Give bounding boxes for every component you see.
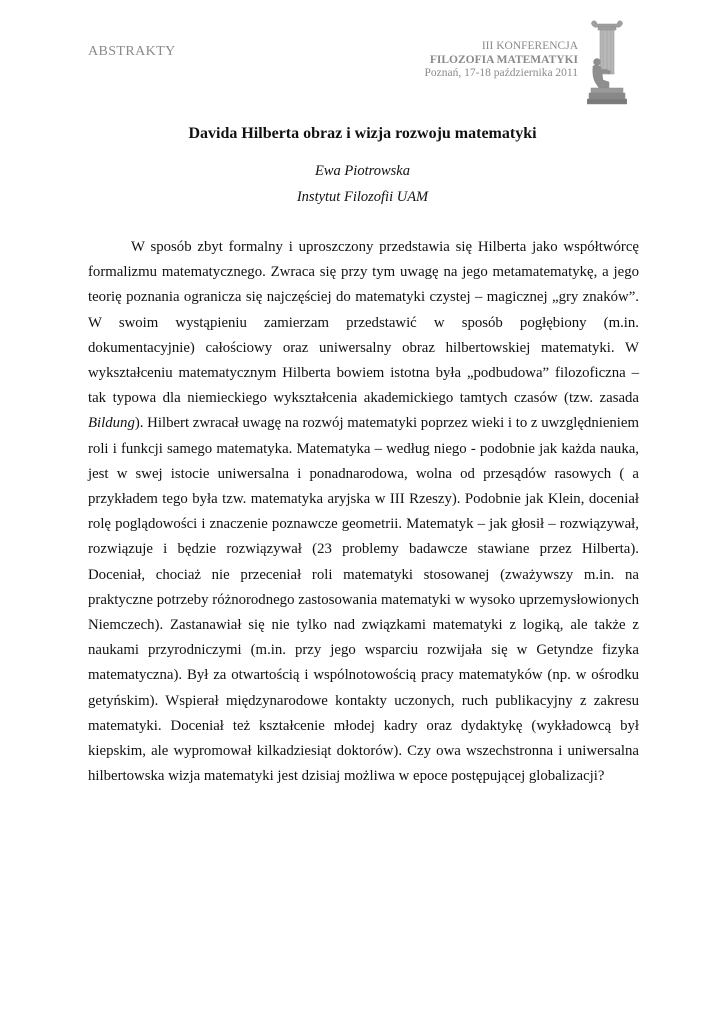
conference-date-place: Poznań, 17-18 października 2011 (424, 67, 578, 79)
ionic-column-statue-icon (587, 20, 627, 106)
abstract-italic-term: Bildung (88, 415, 135, 432)
author-affiliation: Instytut Filozofii UAM (296, 189, 429, 205)
conference-header (425, 40, 579, 81)
author-name: Ewa Piotrowska (315, 163, 410, 179)
abstract-paragraph (88, 235, 639, 789)
section-label: ABSTRAKTY (88, 44, 176, 59)
page-title: Davida Hilberta obraz i wizja rozwoju matematyki (188, 125, 537, 142)
conference-name: FILOZOFIA MATEMATYKI (429, 53, 578, 66)
abstract-text-part2: ). Hilbert zwracał uwagę na rozwój matematyki poprzez wieki i to z uwzględnieniem roli i funkcji samego matematyka. Matematyka – według niego - podobnie jak każda nauka, jest w swej istocie uniwersalna i ponadnarodowa, wolna od przesądów rasowych ( a przykładem tego była tzw. matematyka aryjska w III Rzeszy). Podobnie jak Klein, doceniał rolę poglądowości i znaczenie poznawcze geometrii. Matematyk – jak głosił – rozwiązywał, rozwiązuje i będzie rozwiązywał (23 problemy badawcze stawiane przez Hilberta). Doceniał, chociaż nie przeceniał roli matematyki stosowanej (zważywszy m.in. na praktyczne potrzeby różnorodnego zastosowania matematyki w wysoko uprzemysłowionych Niemczech). Zastanawiał się nie tylko nad związkami matematyki z logiką, ale także z naukami przyrodniczymi (m.in. przy jego wsparciu rozwijała się w Getyndze fizyka matematyczna). Był za otwartością i wspólnotowością pracy matematyków (np. w ośrodku getyńskim). Wspierał międzynarodowe kontakty uczonych, ruch publikacyjny z zakresu matematyki. Doceniał też kształcenie młodej kadry oraz dydaktykę (wykładowcą był kiepskim, ale wypromował kilkadziesiąt doktorów). Czy owa wszechstronna i uniwersalna hilbertowska wizja matematyki jest dzisiaj możliwa w epoce postępującej globalizacji? (88, 415, 639, 785)
abstract-text-part1: W sposób zbyt formalny i uproszczony przedstawia się Hilberta jako współtwórcę formalizmu matematycznego. Zwraca się przy tym uwagę na jego metamatematykę, a jego teorię poznania ogranicza się najczęściej do matematyki czystej – magicznej „gry znaków”. W swoim wystąpieniu zamierzam przedstawić w sposób pogłębiony (m.in. dokumentacyjnie) całościowy oraz uniwersalny obraz hilbertowskiej matematyki. W wykształceniu matematycznym Hilberta bowiem istotna była „podbudowa” filozoficzna – tak typowa dla niemieckiego wykształcenia akademickiego tamtych czasów (tzw. zasada (88, 239, 639, 407)
conference-number: III KONFERENCJA (481, 40, 578, 52)
